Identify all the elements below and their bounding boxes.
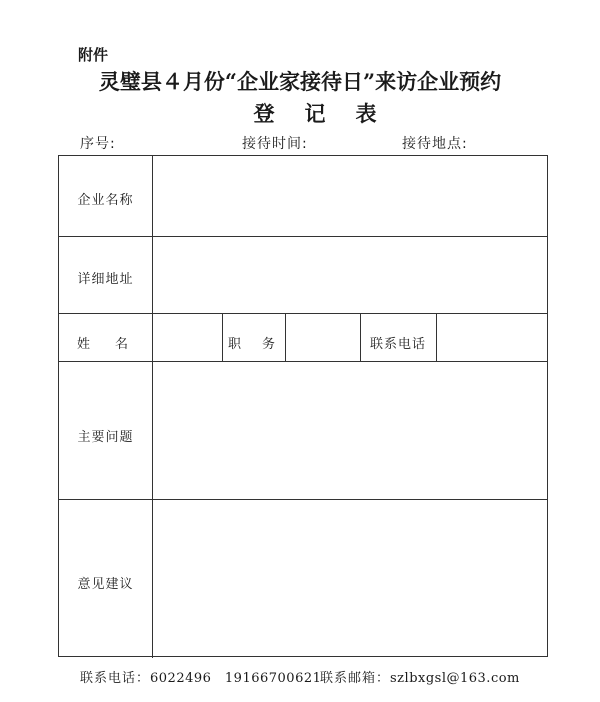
main-issues-label: 主要问题 bbox=[77, 430, 134, 445]
footer-phone bbox=[80, 667, 321, 686]
name-field[interactable] bbox=[153, 314, 222, 361]
name-label: 姓 名 bbox=[76, 337, 134, 352]
page-subtitle: 登记表 bbox=[253, 101, 407, 126]
suggestions-label: 意见建议 bbox=[77, 577, 134, 592]
footer-phone-label: 联系电话： bbox=[80, 671, 151, 686]
footer-email-label: 联系邮箱： bbox=[320, 671, 391, 686]
address-label: 详细地址 bbox=[77, 272, 134, 287]
reception-place-label: 接待地点: bbox=[402, 136, 468, 152]
reception-time-label: 接待时间: bbox=[242, 136, 308, 152]
position-field[interactable] bbox=[286, 314, 360, 361]
company-name-field[interactable] bbox=[153, 156, 547, 236]
suggestions-field[interactable] bbox=[153, 500, 547, 656]
footer-email-value: szlbxgsl@163.com bbox=[390, 671, 520, 686]
phone-field[interactable] bbox=[437, 314, 547, 361]
company-name-label: 企业名称 bbox=[77, 193, 134, 208]
page-title: 灵璧县４月份“企业家接待日”来访企业预约 bbox=[98, 69, 502, 94]
address-field[interactable] bbox=[153, 237, 547, 313]
attachment-label: 附件 bbox=[78, 46, 109, 64]
registration-form bbox=[58, 155, 548, 657]
phone-label: 联系电话 bbox=[369, 337, 426, 352]
footer-email bbox=[320, 667, 520, 686]
position-label: 职 务 bbox=[227, 337, 279, 352]
main-issues-field[interactable] bbox=[153, 362, 547, 499]
footer-phone-value: 6022496 19166700621 bbox=[150, 671, 322, 686]
serial-number-label: 序号: bbox=[80, 136, 116, 152]
